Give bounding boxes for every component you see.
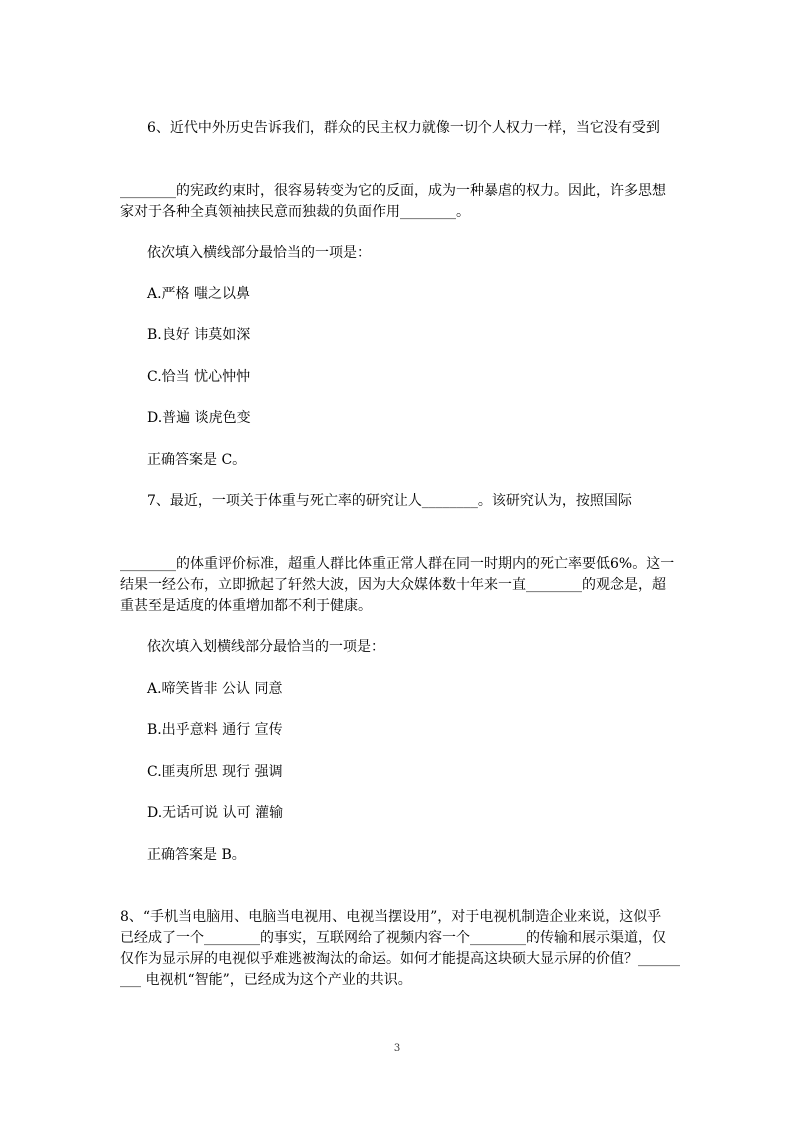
q7-line-1: 7、最近，一项关于体重与死亡率的研究让人________。该研究认为，按照国际	[147, 493, 632, 509]
q7-answer: 正确答案是 B。	[147, 847, 246, 863]
q6-line-2: ________的宪政约束时，很容易转变为它的反面，成为一种暴虐的权力。因此，许多思想	[120, 183, 666, 199]
q6-line-3: 家对于各种全真领袖挟民意而独裁的负面作用________。	[120, 204, 470, 220]
q6-instruction: 依次填入横线部分最恰当的一项是：	[147, 245, 371, 261]
q7-line-2: ________的体重评价标准，超重人群比体重正常人群在同一时期内的死亡率要低6%。这一	[120, 556, 675, 572]
q7-option-c: C.匪夷所思 现行 强调	[147, 764, 283, 780]
q6-line-1: 6、近代中外历史告诉我们，群众的民主权力就像一切个人权力一样，当它没有受到	[147, 120, 660, 136]
q7-option-b: B.出乎意料 通行 宣传	[147, 722, 283, 738]
q8-line-3: 仅作为显示屏的电视似乎难逃被淘汰的命运。如何才能提高这块硕大显示屏的价值？______	[120, 951, 680, 967]
q7-instruction: 依次填入划横线部分最恰当的一项是：	[147, 639, 385, 655]
q7-line-4: 重甚至是适度的体重增加都不利于健康。	[120, 598, 372, 614]
q8-line-4: ___ 电视机“智能”，已经成为这个产业的共识。	[120, 972, 412, 988]
q7-option-a: A.啼笑皆非 公认 同意	[147, 681, 283, 697]
q7-line-3: 结果一经公布，立即掀起了轩然大波，因为大众媒体数十年来一直________的观念是，超	[120, 577, 666, 593]
page-number: 3	[393, 1043, 401, 1054]
q6-option-c: C.恰当 忧心忡忡	[147, 369, 251, 385]
q6-option-d: D.普遍 谈虎色变	[147, 410, 251, 426]
q8-line-1: 8、“手机当电脑用、电脑当电视用、电视当摆设用”，对于电视机制造企业来说，这似乎	[120, 909, 662, 925]
q6-option-a: A.严格 嗤之以鼻	[147, 286, 251, 302]
q8-line-2: 已经成了一个________的事实，互联网给了视频内容一个________的传输和展示渠道，仅	[120, 930, 666, 946]
q6-answer: 正确答案是 C。	[147, 452, 247, 468]
q6-option-b: B.良好 讳莫如深	[147, 327, 251, 343]
q7-option-d: D.无话可说 认可 灌输	[147, 805, 284, 821]
